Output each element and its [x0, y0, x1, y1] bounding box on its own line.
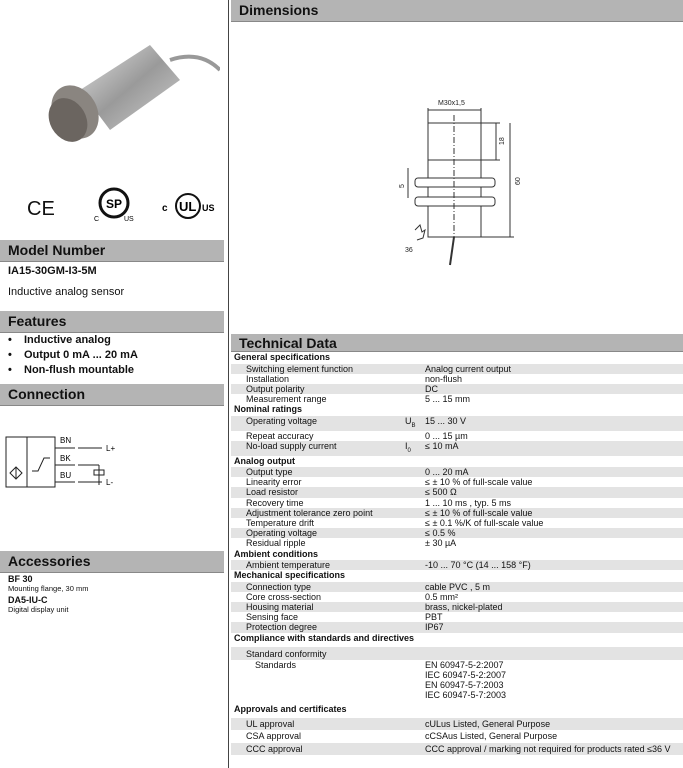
spec-label: Linearity error — [246, 477, 302, 488]
spec-value — [419, 647, 683, 660]
category-label: Nominal ratings — [234, 404, 303, 415]
connection-header: Connection — [0, 384, 224, 406]
spec-symbol — [405, 508, 419, 518]
spec-label: Ambient temperature — [231, 560, 405, 570]
table-row — [231, 508, 683, 518]
spec-label: UL approval — [231, 718, 405, 731]
spec-symbol — [405, 528, 419, 538]
spec-value: -10 ... 70 °C (14 ... 158 °F) — [419, 560, 683, 570]
table-row — [231, 612, 683, 622]
spec-symbol: $I_0$ — [405, 441, 419, 456]
ce-mark: CE — [27, 198, 55, 220]
spec-value: cULus Listed, General Purpose — [419, 718, 683, 731]
spec-value: ≤ ± 0.1 %/K of full-scale value — [425, 517, 544, 528]
ul-mark — [160, 190, 220, 222]
spec-label: Standards — [255, 659, 297, 670]
spec-symbol — [405, 394, 419, 404]
spec-value: cable PVC , 5 m — [419, 582, 683, 592]
spec-label: Installation — [246, 373, 290, 384]
svg-text:L+: L+ — [106, 444, 116, 453]
spec-symbol — [405, 660, 419, 704]
svg-text:36: 36 — [405, 247, 413, 254]
spec-symbol — [405, 582, 419, 592]
category-label: Compliance with standards and directives — [234, 632, 415, 643]
table-row — [231, 730, 683, 743]
spec-label: CSA approval — [246, 731, 302, 742]
spec-label: Recovery time — [246, 497, 304, 508]
spec-value: IP67 — [419, 622, 683, 632]
spec-value: CCC approval / marking not required for products rated ≤36 V — [419, 743, 683, 756]
spec-value: 0 ... 15 µm — [425, 430, 468, 441]
feature-item: • Output 0 mA ... 20 mA — [0, 348, 138, 363]
spec-symbol — [405, 431, 419, 441]
spec-symbol — [405, 743, 419, 756]
table-row — [231, 487, 683, 497]
dimension-drawing — [380, 90, 530, 270]
table-row — [231, 647, 683, 660]
table-row — [231, 560, 683, 570]
accessory-desc: Digital display unit — [8, 605, 69, 614]
spec-label: Housing material — [231, 602, 405, 612]
spec-symbol — [405, 467, 419, 477]
table-row — [231, 477, 683, 487]
spec-label: No-load supply current — [231, 441, 405, 456]
spec-symbol — [405, 622, 419, 632]
table-row — [231, 441, 683, 456]
category-row — [231, 704, 683, 718]
table-row — [231, 582, 683, 592]
accessory-name: BF 30 — [8, 574, 33, 584]
csa-mark — [92, 183, 137, 223]
spec-label: CCC approval — [231, 743, 405, 756]
table-row — [231, 467, 683, 477]
spec-value: ≤ 10 mA — [419, 441, 683, 456]
features-list — [0, 333, 138, 378]
spec-symbol — [405, 538, 419, 548]
spec-label: Switching element function — [231, 364, 405, 374]
spec-value: ≤ 0.5 % — [419, 528, 683, 538]
category-row — [231, 456, 683, 468]
svg-text:L-: L- — [106, 478, 114, 487]
category-label: Approvals and certificates — [234, 703, 347, 714]
column-divider — [228, 0, 229, 768]
spec-label: Core cross-section — [246, 591, 322, 602]
spec-value: ≤ 500 Ω — [419, 487, 683, 497]
spec-value: 1 ... 10 ms , typ. 5 ms — [425, 497, 512, 508]
category-label: General specifications — [234, 352, 331, 362]
spec-label: Operating voltage — [231, 416, 405, 431]
category-row — [231, 549, 683, 561]
spec-value: 0 ... 20 mA — [419, 467, 683, 477]
spec-value: ± 30 µA — [425, 538, 457, 549]
spec-label: Operating voltage — [231, 528, 405, 538]
svg-text:US: US — [202, 203, 215, 213]
accessory-desc: Mounting flange, 30 mm — [8, 584, 89, 593]
features-header: Features — [0, 311, 224, 333]
table-row — [231, 660, 683, 704]
table-row — [231, 528, 683, 538]
spec-symbol — [405, 602, 419, 612]
category-row — [231, 633, 683, 647]
table-row — [231, 374, 683, 384]
table-row — [231, 718, 683, 731]
svg-text:BN: BN — [60, 436, 72, 445]
spec-label: Output polarity — [231, 384, 405, 394]
svg-text:BK: BK — [60, 454, 71, 463]
spec-symbol — [405, 612, 419, 622]
category-row — [231, 570, 683, 582]
feature-item: • Inductive analog — [0, 333, 138, 348]
svg-text:US: US — [124, 216, 134, 223]
table-row — [231, 384, 683, 394]
wiring-diagram — [0, 425, 150, 495]
category-label: Analog output — [234, 455, 295, 466]
category-row — [231, 404, 683, 416]
technical-data-header: Technical Data — [231, 334, 683, 352]
category-label: Ambient conditions — [234, 548, 318, 559]
table-row — [231, 602, 683, 612]
category-label: Mechanical specifications — [234, 570, 346, 581]
product-photo — [30, 30, 220, 160]
spec-value: 5 ... 15 mm — [425, 394, 471, 405]
spec-symbol — [405, 364, 419, 374]
svg-text:18: 18 — [499, 137, 506, 145]
table-row — [231, 394, 683, 404]
category-row — [231, 352, 683, 364]
svg-text:M30x1,5: M30x1,5 — [438, 100, 465, 107]
table-row — [231, 592, 683, 602]
accessories-list — [8, 574, 88, 616]
svg-text:BU: BU — [60, 471, 72, 480]
spec-label: Residual ripple — [246, 538, 306, 549]
spec-label: Adjustment tolerance zero point — [231, 508, 405, 518]
spec-value: Analog current output — [419, 364, 683, 374]
spec-value: ≤ ± 10 % of full-scale value — [419, 508, 683, 518]
table-row — [231, 518, 683, 528]
spec-value: 0.5 mm² — [425, 591, 459, 602]
technical-data-table — [231, 352, 683, 755]
spec-symbol — [405, 518, 419, 528]
spec-symbol — [405, 718, 419, 731]
spec-label: Protection degree — [231, 622, 405, 632]
model-number-header: Model Number — [0, 240, 224, 262]
table-row — [231, 364, 683, 374]
accessory-name: DA5-IU-C — [8, 595, 48, 605]
svg-text:c: c — [162, 203, 168, 214]
spec-label: Sensing face — [246, 612, 299, 623]
table-row — [231, 622, 683, 632]
table-row — [231, 416, 683, 431]
spec-value: PBT — [425, 612, 443, 623]
dimensions-header: Dimensions — [231, 0, 683, 22]
svg-text:SP: SP — [106, 197, 123, 211]
spec-label: Repeat accuracy — [246, 430, 314, 441]
spec-symbol — [405, 384, 419, 394]
svg-text:UL: UL — [179, 199, 197, 214]
spec-symbol — [405, 730, 419, 743]
svg-text:60: 60 — [515, 177, 522, 185]
table-row — [231, 498, 683, 508]
table-row — [231, 743, 683, 756]
spec-value: cCSAus Listed, General Purpose — [425, 731, 558, 742]
spec-value: 15 ... 30 V — [419, 416, 683, 431]
model-number: IA15-30GM-I3-5M — [8, 265, 97, 277]
spec-value: brass, nickel-plated — [419, 602, 683, 612]
table-row — [231, 431, 683, 441]
spec-value: non-flush — [425, 373, 463, 384]
spec-label: Measurement range — [246, 394, 327, 405]
spec-symbol — [405, 647, 419, 660]
spec-symbol — [405, 498, 419, 508]
spec-symbol — [405, 477, 419, 487]
spec-label: Output type — [231, 467, 405, 477]
spec-value: ≤ ± 10 % of full-scale value — [425, 477, 533, 488]
spec-label: Load resistor — [231, 487, 405, 497]
spec-value: EN 60947-5-2:2007 IEC 60947-5-2:2007 EN 60947-5-7:2003 IEC 60947-5-7:2003 — [425, 659, 507, 700]
svg-text:5: 5 — [399, 184, 406, 188]
spec-symbol — [405, 560, 419, 570]
spec-label: Standard conformity — [231, 647, 405, 660]
feature-item: • Non-flush mountable — [0, 363, 138, 378]
accessories-header: Accessories — [0, 551, 224, 573]
spec-label: Temperature drift — [246, 517, 315, 528]
spec-label: Connection type — [231, 582, 405, 592]
table-row — [231, 538, 683, 548]
svg-text:C: C — [94, 216, 100, 223]
spec-symbol — [405, 592, 419, 602]
spec-symbol — [405, 374, 419, 384]
spec-symbol: $U_B$ — [405, 416, 419, 431]
spec-value: DC — [419, 384, 683, 394]
model-description: Inductive analog sensor — [8, 286, 125, 298]
spec-symbol — [405, 487, 419, 497]
